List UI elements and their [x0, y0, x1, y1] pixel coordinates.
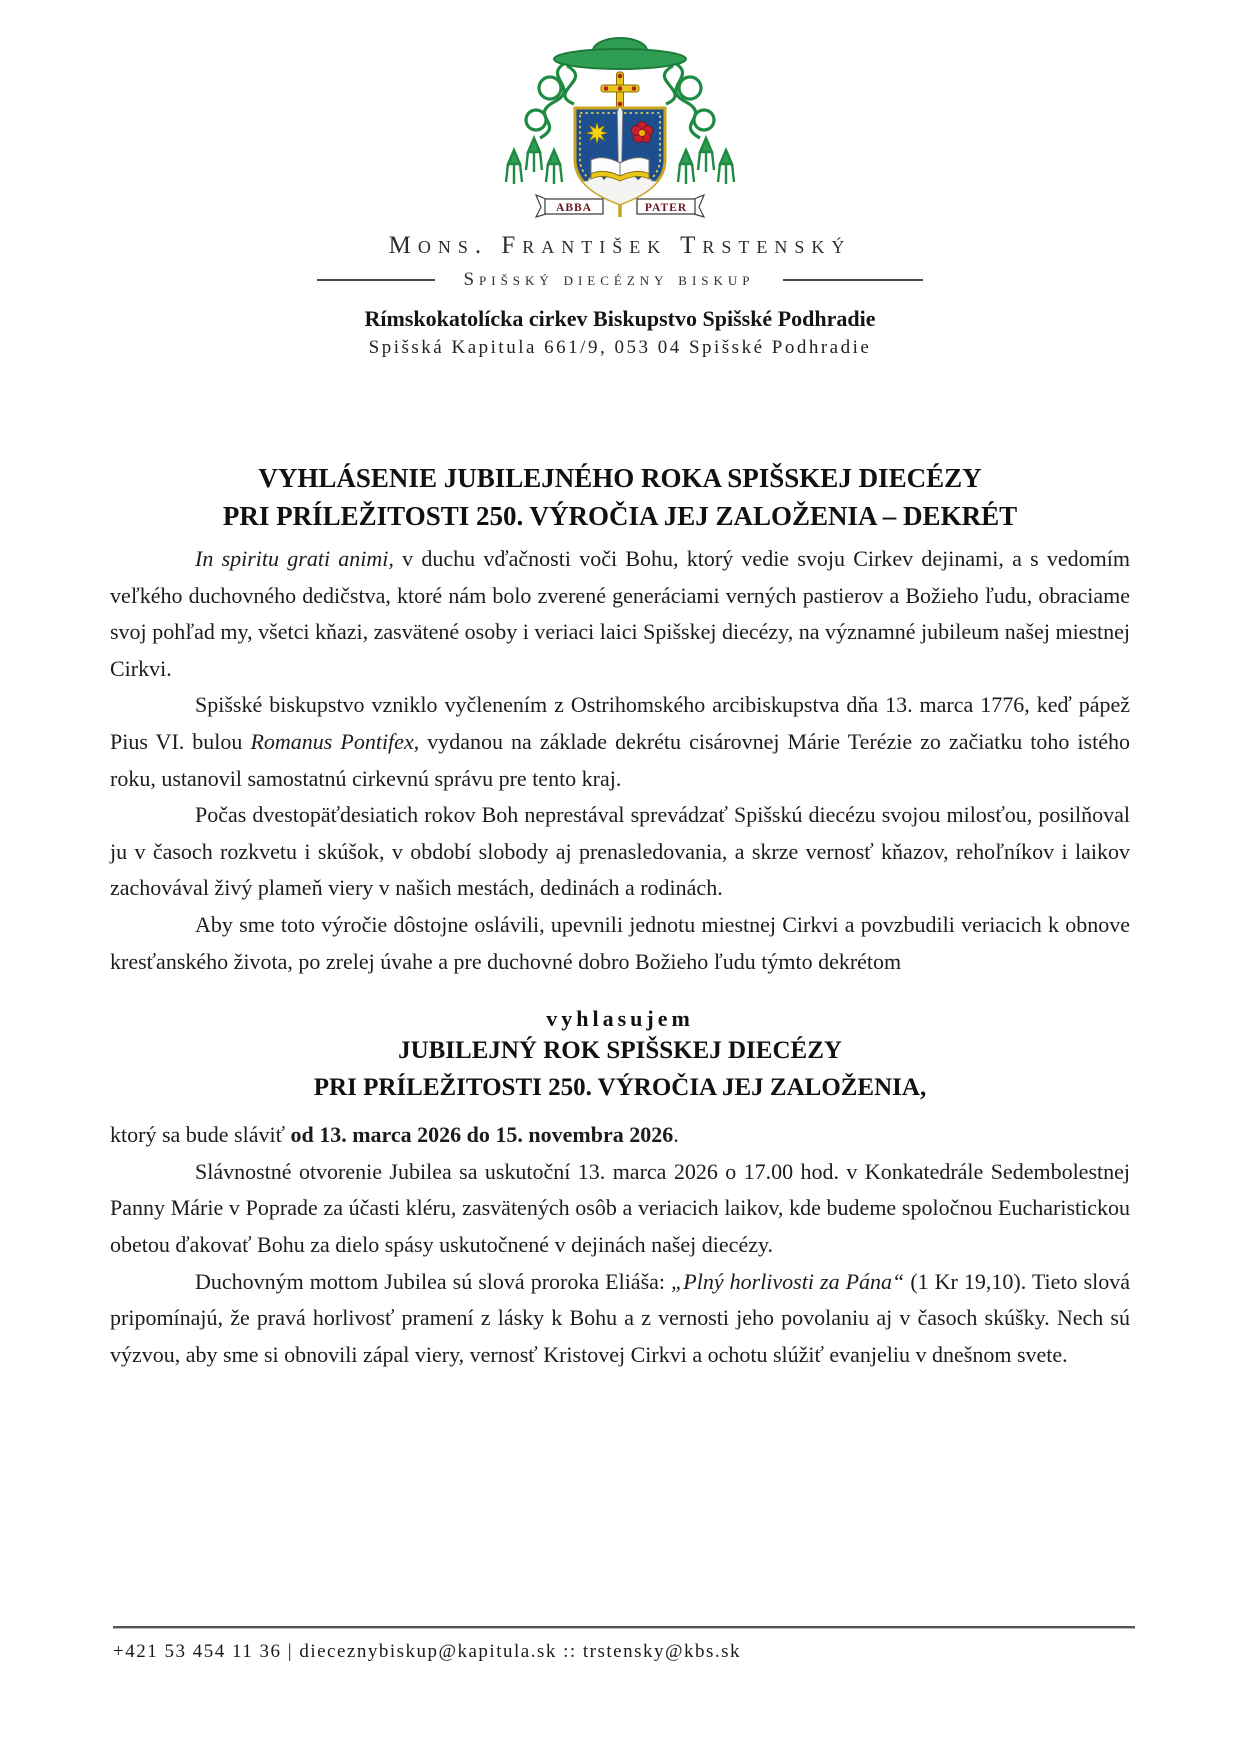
- declaration-line-2: PRI PRÍLEŽITOSTI 250. VÝROČIA JEJ ZALOŽENIA,: [313, 1074, 927, 1102]
- left-rule: [317, 279, 435, 281]
- bull-title: Romanus Pontifex: [250, 728, 414, 754]
- coat-of-arms: [470, 30, 770, 220]
- document-main: [0, 459, 1240, 1373]
- shield-icon: [574, 104, 666, 208]
- paragraph-opening-ceremony: Slávnostné otvorenie Jubilea sa uskutoční 13. marca 2026 o 17.00 hod. v Konkatedrále Sedembolestnej Panny Márie v Poprade za účasti kléru, zasvätených osôb a veriacich laikov, kde budeme spoločnou Eucharistickou obetou ďakovať Bohu za dielo spásy uskutočnené v dejinách našej diecézy.: [110, 1158, 1130, 1257]
- sword-icon: [617, 104, 622, 162]
- paragraph-history-text-b: , vydanou na základe dekrétu cisárovnej Márie Terézie zo začiatku toho istého roku, ustanovil samostatnú cirkevnú správu pre tento kraj.: [110, 728, 1130, 791]
- paragraph-dates: [110, 1117, 1130, 1154]
- banner-pater-label: PATER: [644, 202, 688, 214]
- paragraph-motto: [110, 1264, 1130, 1374]
- bishop-name: Mons. František Trstenský: [388, 232, 852, 259]
- title-line-2: PRI PRÍLEŽITOSTI 250. VÝROČIA JEJ ZALOŽENIA – DEKRÉT: [222, 501, 1018, 531]
- motto-quote: „Plný horlivosti za Pána“: [671, 1268, 905, 1294]
- galero-hat-icon: [554, 38, 686, 69]
- body-text-block-1: [110, 541, 1130, 980]
- dates-suffix: .: [673, 1122, 679, 1148]
- bishop-role: Spišský diecézny biskup: [463, 269, 755, 290]
- paragraph-intro: [110, 541, 1130, 687]
- dates-prefix: ktorý sa bude sláviť: [110, 1122, 291, 1148]
- contact-info: +421 53 454 11 36 | dieceznybiskup@kapitula.sk :: trstensky@kbs.sk: [113, 1641, 742, 1662]
- declaration-verb: vyhlasujem: [546, 1006, 694, 1032]
- paragraph-intro-text: v duchu vďačnosti voči Bohu, ktorý vedie svoju Cirkev dejinami, a s vedomím veľkého duchovného dedičstva, ktoré nám bolo zverené generáciami verných pastierov a Božieho ľudu, obraciame svoj pohľad my, všetci kňazi, zasvätené osoby i veriaci laici Spišskej diecézy, na významné jubileum našej miestnej Cirkvi.: [110, 546, 1130, 681]
- paragraph-history-text-a: Spišské biskupstvo vzniklo vyčlenením z Ostrihomského arcibiskupstva dňa 13. marca 1776, keď pápež Pius VI. bulou: [110, 692, 1130, 754]
- declaration-block: [0, 1006, 1240, 1106]
- bishop-role-row: [0, 269, 1240, 291]
- paragraph-purpose: Aby sme toto výročie dôstojne oslávili, upevnili jednotu miestnej Cirkvi a povzbudili veriacich k obnove kresťanského života, po zrelej úvahe a pre duchovné dobro Božieho ľudu týmto dekrétom: [110, 911, 1130, 974]
- motto-text-a: Duchovným mottom Jubilea sú slová proroka Eliáša:: [195, 1268, 672, 1294]
- paragraph-providence: Počas dvestopäťdesiatich rokov Boh neprestával sprevádzať Spišskú diecézu svojou milosťou, posilňoval ju v časoch rozkvetu i skúšok, v období slobody aj prenasledovania, a skrze vernosť kňazov, rehoľníkov i laikov zachovával živý plameň viery v našich mestách, dedinách a rodinách.: [110, 802, 1130, 901]
- paragraph-history: [110, 687, 1130, 797]
- footer-rule: [113, 1626, 1135, 1628]
- title-line-1: VYHLÁSENIE JUBILEJNÉHO ROKA SPIŠSKEJ DIECÉZY: [258, 463, 982, 493]
- declaration-line-1: JUBILEJNÝ ROK SPIŠSKEJ DIECÉZY: [398, 1037, 842, 1065]
- organization-name: Rímskokatolícka cirkev Biskupstvo Spišské Podhradie: [364, 306, 876, 331]
- body-text-block-2: [110, 1117, 1130, 1373]
- dates-range: od 13. marca 2026 do 15. novembra 2026: [290, 1122, 674, 1148]
- letterhead: [0, 0, 1240, 359]
- banner-abba-label: ABBA: [556, 202, 592, 214]
- document-title: [0, 459, 1240, 535]
- organization-address: Spišská Kapitula 661/9, 053 04 Spišské Podhradie: [368, 337, 872, 358]
- motto-text-b: (1 Kr 19,10). Tieto slová pripomínajú, že pravá horlivosť pramení z lásky k Bohu a z vernosti jeho povolaniu aj v časoch skúšky. Nech sú výzvou, aby sme si obnovili zápal viery, vernosť Kristovej Cirkvi a ochotu slúžiť evanjeliu v dnešnom svete.: [110, 1268, 1131, 1367]
- page-footer: [113, 1626, 1135, 1663]
- star-icon: [586, 122, 608, 144]
- latin-phrase: In spiritu grati animi,: [195, 546, 394, 571]
- right-rule: [783, 279, 923, 281]
